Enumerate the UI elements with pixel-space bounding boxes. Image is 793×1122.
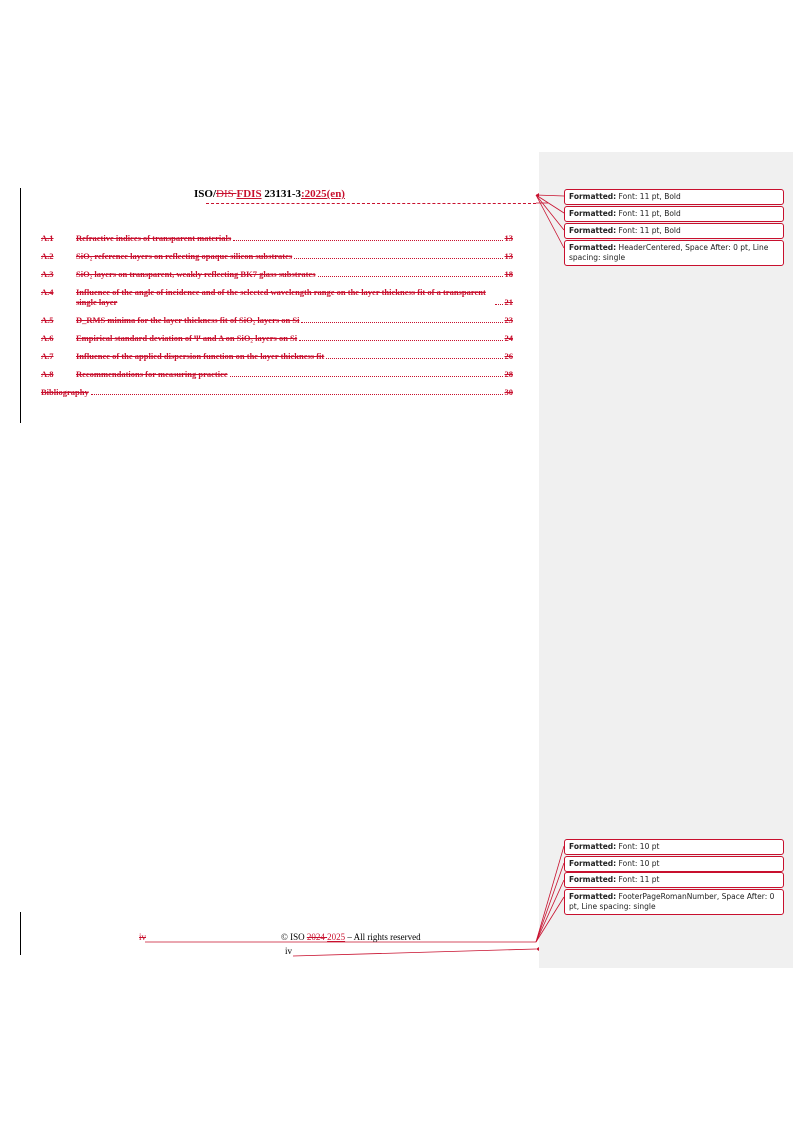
- footer-copyright: [281, 932, 421, 942]
- toc-page: 26: [504, 351, 513, 361]
- header-inserted-fdis: FDIS: [236, 188, 262, 200]
- balloon-text: Font: 11 pt: [616, 875, 660, 884]
- balloon-text: Font: 11 pt, Bold: [616, 192, 681, 201]
- footer-rights: – All rights reserved: [345, 932, 421, 942]
- balloon-text: FooterPageRomanNumber, Space After: 0 pt, Line spacing: single: [569, 892, 775, 911]
- toc-page: 13: [504, 233, 513, 243]
- toc-number: A.6: [41, 333, 54, 343]
- toc-title: SiO₂ reference layers on reflecting opaque silicon substrates: [76, 251, 293, 261]
- balloon-label: Formatted:: [569, 226, 617, 235]
- toc-title: Influence of the applied dispersion function on the layer thickness fit: [76, 351, 325, 361]
- balloon-text: Font: 10 pt: [616, 859, 660, 868]
- toc-number: A.2: [41, 251, 54, 261]
- footer-inserted-year: 2025: [327, 932, 346, 942]
- toc-page: 23: [504, 315, 513, 325]
- balloon-label: Formatted:: [569, 842, 617, 851]
- toc-number: A.1: [41, 233, 54, 243]
- footer-page-number: iv: [285, 946, 293, 956]
- balloon-label: Formatted:: [569, 192, 617, 201]
- balloon-text: Font: 11 pt, Bold: [616, 209, 681, 218]
- toc-page: 21: [504, 297, 513, 307]
- header-number: 23131-3: [261, 188, 301, 200]
- balloon-label: Formatted:: [569, 859, 617, 868]
- toc-number: A.3: [41, 269, 54, 279]
- balloon-label: Formatted:: [569, 875, 617, 884]
- toc-title: Empirical standard deviation of Ψ and Δ on SiO₂ layers on Si: [76, 333, 298, 343]
- toc-number: A.4: [41, 287, 54, 297]
- toc-title: Refractive indices of transparent materials: [76, 233, 232, 243]
- balloon-text: HeaderCentered, Space After: 0 pt, Line spacing: single: [569, 243, 769, 262]
- toc-page: 30: [504, 387, 513, 397]
- toc-number: A.5: [41, 315, 54, 325]
- toc-title: Bibliography: [41, 387, 89, 397]
- toc-number: A.8: [41, 369, 54, 379]
- toc-title: D_RMS minima for the layer thickness fit of SiO₂ layers on Si: [76, 315, 300, 325]
- toc-title: Influence of the angle of incidence and of the selected wavelength range on the layer thickness fit of a transparent single layer: [76, 287, 486, 307]
- header-inserted-suffix: :2025(en): [300, 188, 345, 200]
- toc-page: 24: [504, 333, 513, 343]
- footer-deleted-year: 2024: [306, 932, 328, 942]
- header-deleted-dis: DIS: [216, 188, 237, 200]
- toc-title: Recommendations for measuring practice: [76, 369, 228, 379]
- toc-number: A.7: [41, 351, 54, 361]
- toc-page: 18: [504, 269, 513, 279]
- toc-title: SiO₂ layers on transparent, weakly reflecting BK7 glass substrates: [76, 269, 316, 279]
- footer-copyright-prefix: © ISO: [281, 932, 307, 942]
- balloon-text: Font: 10 pt: [616, 842, 660, 851]
- balloon-label: Formatted:: [569, 243, 617, 252]
- footer-deleted-page-number: iv: [139, 932, 147, 942]
- balloon-label: Formatted:: [569, 209, 617, 218]
- balloon-label: Formatted:: [569, 892, 617, 901]
- header-iso: ISO/: [194, 188, 217, 200]
- toc-page: 13: [504, 251, 513, 261]
- balloon-text: Font: 11 pt, Bold: [616, 226, 681, 235]
- toc-page: 28: [504, 369, 513, 379]
